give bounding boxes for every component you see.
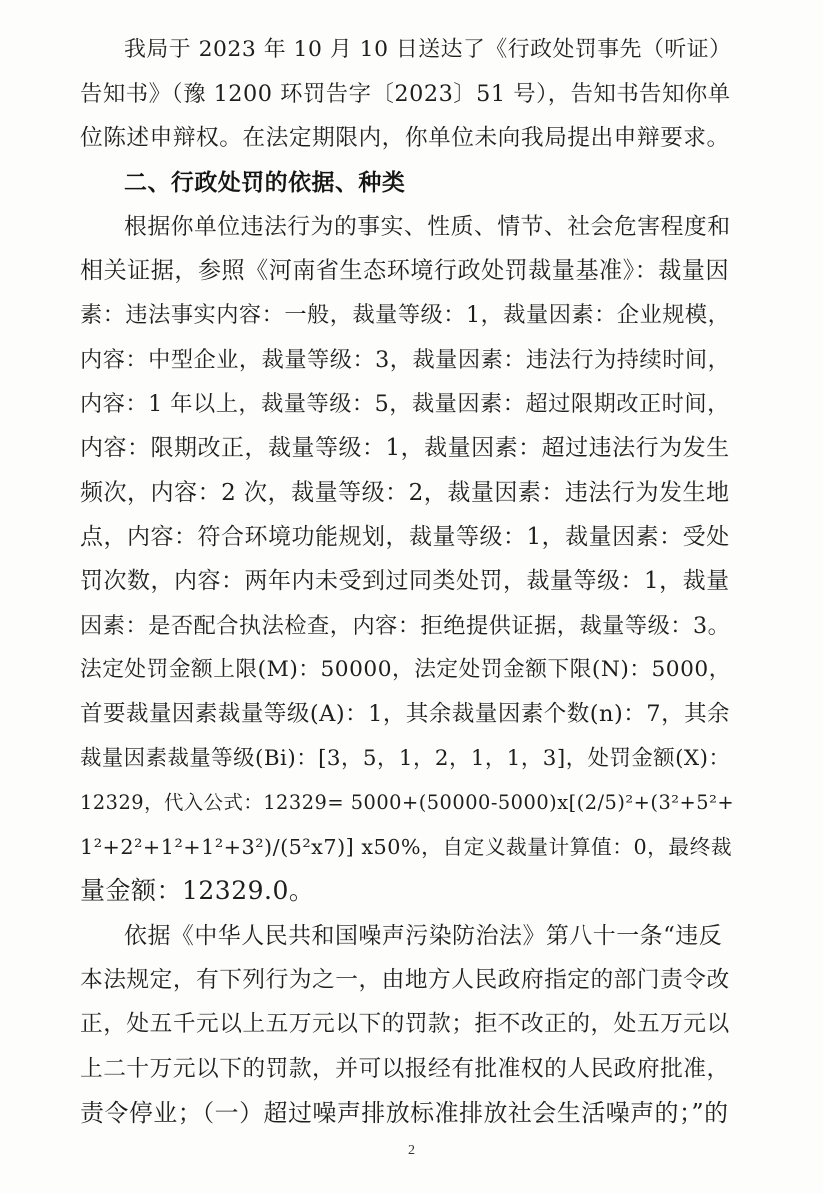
paragraph-line: 上二十万元以下的罚款，并可以报经有批准权的人民政府批准， [80,1056,730,1082]
paragraph-line: 因素：是否配合执法检查，内容：拒绝提供证据，裁量等级：3。 [80,613,731,639]
paragraph-line: 12329，代入公式：12329= 5000+(50000-5000)x[(2/5)²+(3²+5²+ [80,791,735,814]
paragraph-line: 我局于 2023 年 10 月 10 日送达了《行政处罚事先（听证） [124,37,732,62]
paragraph-line: 1²+2²+1²+1²+3²)/(5²x7)] x50%，自定义裁量计算值：0，最终裁 [80,835,733,859]
paragraph-line: 告知书》（豫 1200 环罚告字〔2023〕51 号），告知书告知你单 [80,81,731,107]
paragraph-line: 正，处五千元以上五万元以下的罚款；拒不改正的，处五万元以 [80,1011,730,1037]
paragraph-line: 相关证据，参照《河南省生态环境行政处罚裁量基准》：裁量因 [80,258,730,284]
paragraph-line: 位陈述申辩权。在法定期限内，你单位未向我局提出申辩要求。 [80,125,730,151]
paragraph-line: 频次，内容：2 次，裁量等级：2，裁量因素：违法行为发生地 [80,480,730,506]
page-number: 2 [408,1143,415,1158]
paragraph-line: 裁量因素裁量等级(Bi)：[3，5，1，2，1，1，3]，处罚金额(X)： [80,746,731,771]
paragraph-line: 罚次数，内容：两年内未受到过同类处罚，裁量等级：1，裁量 [80,568,730,594]
section-heading: 二、行政处罚的依据、种类 [124,170,406,196]
paragraph-line: 内容：限期改正，裁量等级：1，裁量因素：超过违法行为发生 [80,435,730,461]
paragraph-line: 法定处罚金额上限(M)：50000，法定处罚金额下限(N)：5000， [80,657,731,682]
paragraph-line: 内容：1 年以上，裁量等级：5，裁量因素：超过限期改正时间， [80,391,730,417]
paragraph-line: 点，内容：符合环境功能规划，裁量等级：1，裁量因素：受处 [80,524,730,550]
paragraph-line: 内容：中型企业，裁量等级：3，裁量因素：违法行为持续时间， [80,347,731,373]
paragraph-line: 素：违法事实内容：一般，裁量等级：1，裁量因素：企业规模， [80,302,731,328]
paragraph-line: 首要裁量因素裁量等级(A)：1，其余裁量因素个数(n)：7，其余 [80,701,731,727]
paragraph-line: 本法规定，有下列行为之一，由地方人民政府指定的部门责令改 [80,967,730,993]
paragraph-line: 依据《中华人民共和国噪声污染防治法》第八十一条“违反 [124,923,723,949]
paragraph-line: 责令停业；（一）超过噪声排放标准排放社会生活噪声的；”的 [80,1099,729,1127]
paragraph-line: 根据你单位违法行为的事实、性质、情节、社会危害程度和 [124,214,731,240]
paragraph-line: 量金额：12329.0。 [80,876,315,905]
